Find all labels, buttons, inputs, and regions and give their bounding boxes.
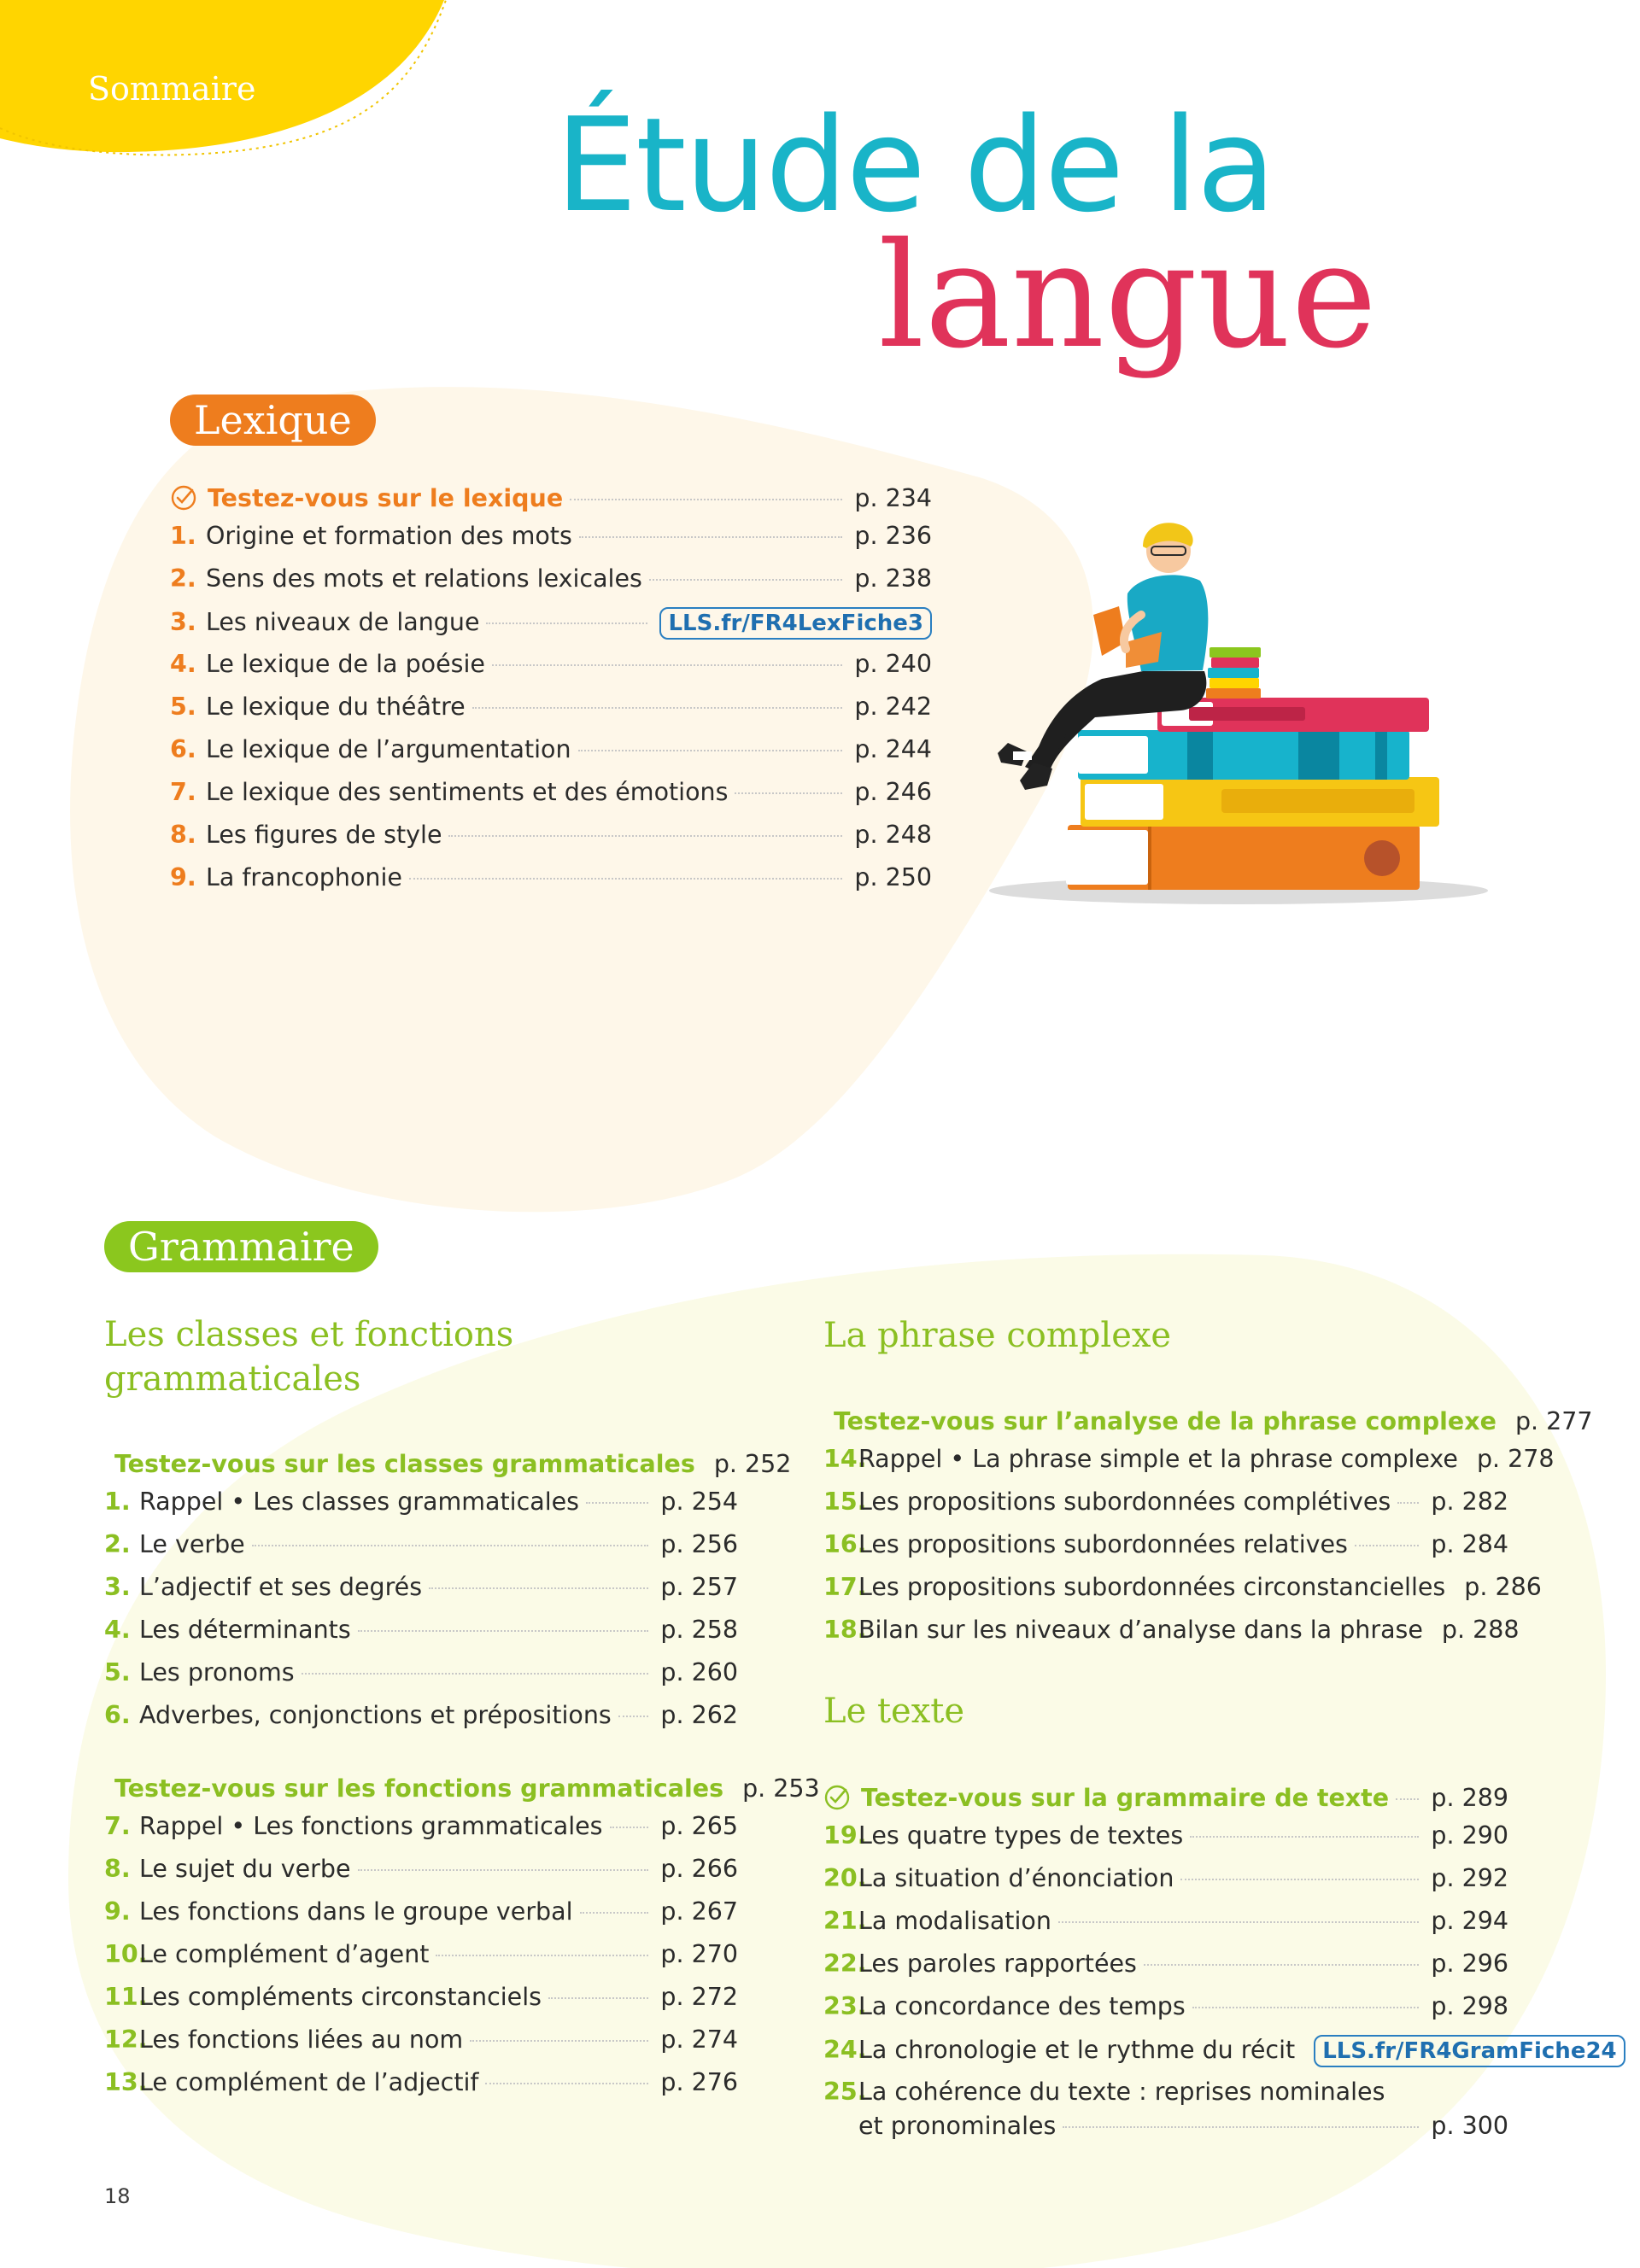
- entry-number: 16.: [823, 1530, 867, 1558]
- page-ref: p. 292: [1431, 1864, 1508, 1892]
- test-link-texte[interactable]: [823, 1779, 1508, 1813]
- entry-label: La situation d’énonciation: [858, 1864, 1174, 1892]
- leader-dots: [1180, 1879, 1419, 1880]
- page-ref: p. 262: [660, 1701, 738, 1729]
- page-number: 18: [104, 2184, 131, 2208]
- leader-dots: [570, 499, 842, 500]
- page-ref: p. 267: [660, 1897, 738, 1926]
- online-sheet-link[interactable]: LLS.fr/FR4GramFiche24: [1314, 2035, 1625, 2067]
- entry-label: Les niveaux de langue: [206, 608, 480, 636]
- entry-label: La chronologie et le rythme du récit: [858, 2036, 1296, 2064]
- toc-entry[interactable]: [170, 693, 932, 727]
- entry-label: Le lexique de la poésie: [206, 650, 485, 678]
- toc-entry[interactable]: [823, 1821, 1508, 1856]
- classes-subheading-line1: Les classes et fonctions: [104, 1315, 514, 1354]
- entry-number: 5.: [104, 1658, 131, 1686]
- leader-dots: [610, 1827, 649, 1828]
- classes-subheading-line2: grammaticales: [104, 1359, 361, 1399]
- toc-entry[interactable]: [823, 2035, 1617, 2069]
- entry-number: 21.: [823, 1907, 867, 1935]
- toc-entry[interactable]: [823, 1573, 1542, 1607]
- toc-entry[interactable]: [104, 1897, 738, 1932]
- entry-label: Rappel • Les fonctions grammaticales: [139, 1812, 603, 1840]
- page-ref: p. 300: [1431, 2112, 1508, 2140]
- toc-entry[interactable]: [823, 1616, 1520, 1650]
- toc-entry[interactable]: [170, 863, 932, 897]
- entry-label: Le lexique du théâtre: [206, 693, 466, 721]
- page-ref: p. 290: [1431, 1821, 1508, 1850]
- page-ref: p. 256: [660, 1530, 738, 1558]
- leader-dots: [1190, 1836, 1419, 1838]
- entry-number: 4.: [104, 1616, 131, 1644]
- page-ref: p. 289: [1431, 1784, 1508, 1812]
- page-ref: p. 288: [1441, 1616, 1520, 1644]
- entry-number: 22.: [823, 1949, 867, 1978]
- entry-label: Bilan sur les niveaux d’analyse dans la phrase: [858, 1616, 1423, 1644]
- page-ref: p. 253: [742, 1774, 820, 1803]
- toc-entry-continuation[interactable]: [823, 2112, 1508, 2146]
- toc-entry[interactable]: [823, 1864, 1508, 1898]
- texte-subheading: Le texte: [823, 1692, 964, 1731]
- entry-number: 15.: [823, 1488, 867, 1516]
- entry-label: Les déterminants: [139, 1616, 351, 1644]
- toc-entry[interactable]: [170, 735, 932, 769]
- entry-number: 9.: [170, 863, 196, 891]
- leader-dots: [579, 536, 843, 538]
- toc-entry[interactable]: [823, 1530, 1508, 1564]
- entry-number: 4.: [170, 650, 196, 678]
- toc-entry[interactable]: [104, 2025, 738, 2060]
- leader-dots: [448, 835, 842, 837]
- page-ref: p. 242: [854, 693, 932, 721]
- entry-number: 18.: [823, 1616, 867, 1644]
- leader-dots: [1397, 1502, 1419, 1504]
- toc-entry[interactable]: [170, 522, 932, 556]
- toc-entry[interactable]: [104, 1701, 738, 1735]
- page-ref: p. 250: [854, 863, 932, 891]
- entry-number: 10.: [104, 1940, 148, 1968]
- leader-dots: [735, 792, 842, 794]
- toc-entry[interactable]: [170, 564, 932, 599]
- entry-label: Adverbes, conjonctions et prépositions: [139, 1701, 612, 1729]
- page-ref: p. 238: [854, 564, 932, 593]
- page-ref: p. 284: [1431, 1530, 1508, 1558]
- page-ref: p. 266: [660, 1855, 738, 1883]
- page-ref: p. 276: [660, 2068, 738, 2096]
- entry-label: Le complément de l’adjectif: [139, 2068, 479, 2096]
- entry-label: Les propositions subordonnées relatives: [858, 1530, 1348, 1558]
- entry-label: Les fonctions liées au nom: [139, 2025, 464, 2054]
- leader-dots: [1058, 1921, 1419, 1923]
- leader-dots: [1063, 2126, 1419, 2128]
- leader-dots: [358, 1630, 649, 1632]
- entry-number: 8.: [104, 1855, 131, 1883]
- page-ref: p. 252: [713, 1450, 792, 1478]
- test-label: Testez-vous sur la grammaire de texte: [861, 1784, 1390, 1812]
- classes-subheading: [104, 1312, 513, 1401]
- toc-entry[interactable]: [170, 778, 932, 812]
- entry-number: 8.: [170, 821, 196, 849]
- entry-number: 7.: [170, 778, 196, 806]
- online-sheet-link[interactable]: LLS.fr/FR4LexFiche3: [659, 607, 932, 640]
- entry-label: Les figures de style: [206, 821, 442, 849]
- toc-entry[interactable]: [104, 1940, 738, 1974]
- page-ref: p. 294: [1431, 1907, 1508, 1935]
- entry-label: Rappel • La phrase simple et la phrase complexe: [858, 1445, 1458, 1473]
- toc-entry[interactable]: [104, 2068, 738, 2102]
- entry-label-line1: La cohérence du texte : reprises nominales: [858, 2078, 1385, 2106]
- entry-label: Le complément d’agent: [139, 1940, 430, 1968]
- test-label: Testez-vous sur le lexique: [208, 484, 564, 512]
- toc-entry[interactable]: [104, 1573, 738, 1607]
- leader-dots: [485, 2083, 648, 2084]
- toc-entry-multiline[interactable]: [823, 2078, 1508, 2112]
- entry-number: 1.: [170, 522, 196, 550]
- entry-label-line2: et pronominales: [858, 2112, 1057, 2140]
- entry-number: 20.: [823, 1864, 867, 1892]
- leader-dots: [472, 707, 843, 709]
- leader-dots: [486, 623, 647, 624]
- entry-number: 5.: [170, 693, 196, 721]
- page-title-line1: Étude de la: [555, 90, 1274, 241]
- toc-entry[interactable]: [104, 1812, 738, 1846]
- leader-dots: [578, 750, 843, 751]
- page-ref: p. 240: [854, 650, 932, 678]
- entry-label: Sens des mots et relations lexicales: [206, 564, 642, 593]
- toc-entry[interactable]: [104, 1855, 738, 1889]
- toc-entry[interactable]: [823, 1949, 1508, 1984]
- test-link-lexique[interactable]: [170, 479, 932, 513]
- entry-label: Le lexique de l’argumentation: [206, 735, 571, 763]
- page-ref: p. 296: [1431, 1949, 1508, 1978]
- page-ref: p. 286: [1464, 1573, 1542, 1601]
- leader-dots: [1144, 1964, 1420, 1966]
- test-link-classes[interactable]: [104, 1445, 792, 1479]
- leader-dots: [1192, 2007, 1420, 2008]
- page-ref: p. 277: [1514, 1407, 1593, 1435]
- entry-label: Les fonctions dans le groupe verbal: [139, 1897, 573, 1926]
- page-ref: p. 236: [854, 522, 932, 550]
- entry-number: 17.: [823, 1573, 867, 1601]
- toc-entry[interactable]: [823, 1907, 1508, 1941]
- entry-label: La concordance des temps: [858, 1992, 1186, 2020]
- entry-label: Les pronoms: [139, 1658, 295, 1686]
- leader-dots: [492, 664, 842, 666]
- leader-dots: [436, 1955, 648, 1956]
- entry-label: Les compléments circonstanciels: [139, 1983, 542, 2011]
- page-ref: p. 274: [660, 2025, 738, 2054]
- page-ref: p. 246: [854, 778, 932, 806]
- toc-entry[interactable]: [823, 1488, 1508, 1522]
- leader-dots: [429, 1587, 648, 1589]
- leader-dots: [586, 1502, 648, 1504]
- toc-entry[interactable]: [170, 650, 932, 684]
- entry-number: 1.: [104, 1488, 131, 1516]
- page-ref: p. 258: [660, 1616, 738, 1644]
- phrase-subheading: La phrase complexe: [823, 1316, 1172, 1355]
- leader-dots: [548, 1997, 648, 1999]
- test-label: Testez-vous sur l’analyse de la phrase complexe: [834, 1407, 1496, 1435]
- entry-number: 13.: [104, 2068, 148, 2096]
- page-ref: p. 254: [660, 1488, 738, 1516]
- toc-entry[interactable]: [104, 1530, 738, 1564]
- page-ref: p. 244: [854, 735, 932, 763]
- check-circle-icon: [170, 484, 197, 511]
- entry-number: 6.: [104, 1701, 131, 1729]
- grammaire-heading: Grammaire: [104, 1221, 378, 1272]
- page-ref: p. 248: [854, 821, 932, 849]
- toc-entry[interactable]: [104, 1983, 738, 2017]
- leader-dots: [358, 1869, 649, 1871]
- entry-label: Origine et formation des mots: [206, 522, 572, 550]
- entry-label: La francophonie: [206, 863, 402, 891]
- toc-entry[interactable]: [823, 1445, 1555, 1479]
- test-link-phrase[interactable]: [823, 1402, 1593, 1436]
- entry-number: 11.: [104, 1983, 148, 2011]
- toc-entry[interactable]: [823, 1992, 1508, 2026]
- test-label: Testez-vous sur les classes grammaticales: [114, 1450, 695, 1478]
- page-ref: p. 234: [854, 484, 932, 512]
- page-ref: p. 260: [660, 1658, 738, 1686]
- toc-entry[interactable]: [170, 607, 932, 641]
- leader-dots: [580, 1912, 649, 1914]
- entry-label: Le verbe: [139, 1530, 245, 1558]
- toc-entry[interactable]: [104, 1616, 738, 1650]
- entry-label: Le sujet du verbe: [139, 1855, 351, 1883]
- page-ref: p. 270: [660, 1940, 738, 1968]
- entry-number: 14.: [823, 1445, 867, 1473]
- toc-entry[interactable]: [104, 1488, 738, 1522]
- entry-number: 3.: [104, 1573, 131, 1601]
- entry-label: Les paroles rapportées: [858, 1949, 1137, 1978]
- leader-dots: [618, 1716, 649, 1717]
- section-label: Sommaire: [88, 70, 256, 108]
- entry-label: Le lexique des sentiments et des émotions: [206, 778, 729, 806]
- toc-entry[interactable]: [170, 821, 932, 855]
- entry-number: 7.: [104, 1812, 131, 1840]
- page-ref: p. 278: [1476, 1445, 1555, 1473]
- toc-entry[interactable]: [104, 1658, 738, 1692]
- test-label: Testez-vous sur les fonctions grammaticales: [114, 1774, 724, 1803]
- leader-dots: [1355, 1545, 1420, 1546]
- entry-number: 24.: [823, 2036, 867, 2064]
- entry-label: La modalisation: [858, 1907, 1051, 1935]
- entry-label: L’adjectif et ses degrés: [139, 1573, 423, 1601]
- page-ref: p. 282: [1431, 1488, 1508, 1516]
- page-ref: p. 272: [660, 1983, 738, 2011]
- leader-dots: [649, 579, 843, 581]
- entry-number: 9.: [104, 1897, 131, 1926]
- leader-dots: [409, 878, 842, 880]
- page-ref: p. 265: [660, 1812, 738, 1840]
- entry-label: Les propositions subordonnées complétives: [858, 1488, 1391, 1516]
- test-link-fonctions[interactable]: [104, 1769, 820, 1803]
- lexique-heading: Lexique: [170, 395, 376, 446]
- leader-dots: [302, 1673, 649, 1675]
- leader-dots: [470, 2040, 648, 2042]
- entry-number: 6.: [170, 735, 196, 763]
- entry-label: Rappel • Les classes grammaticales: [139, 1488, 580, 1516]
- entry-number: 12.: [104, 2025, 148, 2054]
- page-ref: p. 257: [660, 1573, 738, 1601]
- entry-number: 2.: [170, 564, 196, 593]
- entry-label: Les propositions subordonnées circonstancielles: [858, 1573, 1446, 1601]
- leader-dots: [252, 1545, 649, 1546]
- entry-label: Les quatre types de textes: [858, 1821, 1184, 1850]
- leader-dots: [1396, 1798, 1419, 1800]
- check-circle-icon: [823, 1784, 851, 1811]
- entry-number: 3.: [170, 608, 196, 636]
- page-title-line2: langue: [878, 212, 1378, 381]
- entry-number: 19.: [823, 1821, 867, 1850]
- entry-number: 25.: [823, 2078, 867, 2106]
- page-ref: p. 298: [1431, 1992, 1508, 2020]
- entry-number: 23.: [823, 1992, 867, 2020]
- entry-number: 2.: [104, 1530, 131, 1558]
